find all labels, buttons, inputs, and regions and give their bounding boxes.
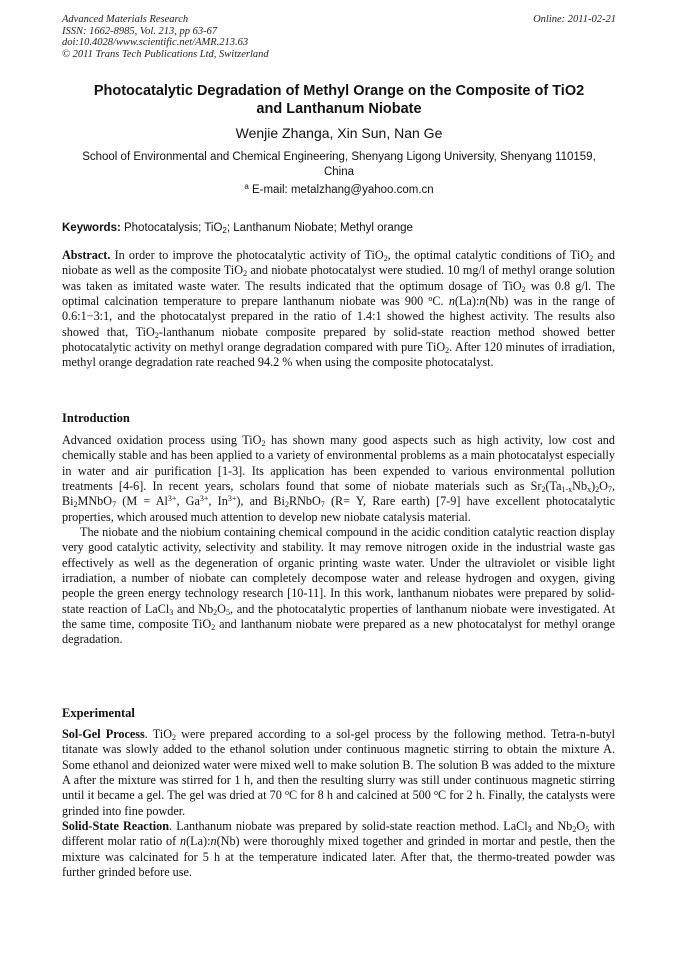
journal-name: Advanced Materials Research [62, 14, 189, 25]
abstract-label: Abstract. [62, 248, 111, 262]
doi-line: doi:10.4028/www.scientific.net/AMR.213.63 [62, 37, 249, 48]
online-date: Online: 2011-02-21 [533, 14, 616, 25]
journal-header [62, 14, 616, 60]
copyright-line: © 2011 Trans Tech Publications Ltd, Switzerland [62, 48, 269, 60]
email-line [40, 183, 638, 198]
title-line-1: Photocatalytic Degradation of Methyl Orange on the Composite of TiO2 [93, 83, 585, 99]
email-text: E-mail: metalzhang@yahoo.com.cn [251, 184, 434, 196]
keywords-label: Keywords: [62, 222, 121, 234]
issn-line: ISSN: 1662-8985, Vol. 213, pp 63-67 [62, 25, 218, 37]
experimental-body: Sol-Gel Process. TiO$_2$ were prepared according to a sol-gel process by the following method. Tetra-n-butyl titanate was slowly added to the ethanol solution under continuous magnetic stirring to obtain the mixture A. Some ethanol and deionized water were mixed well to make solution B. The solution B was added to the mixture A after the mixture was stirred for 1 h, and then the resulting slurry was still under continuous magnetic stirring until it became a gel. The gel was dried at 70 $^o$C for 8 h and calcined at 500 $^o$C for 2 h. Finally, the catalysts were grinded into fine powder. Solid-State Reaction. Lanthanum niobate was prepared by solid-state reaction method. LaCl$_3$ and $Nb_2O_5$ with different molar ratio of n(La):n(Nb) were thoroughly mixed together and grinded in mortar and pestle, then the mixture was calcinated for 5 h at the temperature indicated later. After that, the thermo-treated powder was further grinded before use. [62, 727, 615, 880]
affiliation: School of Environmental and Chemical Engineering, Shenyang Ligong University, Shenyang 110159, China [82, 151, 596, 178]
experimental-heading: Experimental [62, 706, 135, 720]
author-list: Wenjie Zhanga, Xin Sun, Nan Ge [235, 125, 443, 141]
solidstate-label: Solid-State Reaction [62, 819, 170, 834]
email-superscript: a [244, 182, 249, 191]
title-line-2: and Lanthanum Niobate [256, 101, 422, 117]
solgel-label: Sol-Gel Process [62, 727, 145, 741]
abstract: Abstract. In order to improve the photocatalytic activity of TiO$_2$, the optimal catalytic conditions of TiO$_2$ and niobate as well as the composite TiO$_2$ and niobate photocatalyst were studied. 10 mg/l of methyl orange solution was taken as imitated waste water. The results indicated that the optimum dosage of TiO$_2$ was 0.8 g/l. The optimal calcination temperature to prepare lanthanum niobate was 900 $^o$C. n(La):n(Nb) was in the range of 0.6:1−3:1, and the photocatalyst prepared in the ratio of 1.4:1 showed the highest activity. The results also showed that, TiO$_2$-lanthanum niobate composite prepared by solid-state reaction method showed better photocatalytic activity on methyl orange degradation compared with pure TiO$_2$. After 120 minutes of irradiation, methyl orange degradation rate reached 94.2 % when using the composite photocatalyst. [62, 248, 615, 370]
introduction-body: Advanced oxidation process using TiO$_2$ has shown many good aspects such as high activity, low cost and chemically stable and has been applied to a variety of environmental problems as a main photocatalyst especially in water and air purification [1-3]. Its application has been expended to various environmental pollution treatments [4-6]. In recent years, scholars found that some of niobate materials such as $Sr_2(Ta_{1-x}Nb_x)_2O_7$, $Bi_2MNbO_7$ ($M = Al^{3+}$, $Ga^{3+}$, $In^{3+}$), and $Bi_2RNbO_7$ (R= Y, Rare earth) [7-9] have excellent photocatalytic properties, which aroused much attention to develop new niobate catalysis material. The niobate and the niobium containing chemical compound in the acidic condition catalytic reaction display very good catalytic activity, selectivity and stability. It may remove nitrogen oxide in the industrial waste gas effectively as well as the degeneration of organic printing waste water. Under the ultraviolet or visible light irradiation, a number of niobate can completely decompose water and release hydrogen and oxygen, giving people the green energy technology research [10-11]. In this work, lanthanum niobates were prepared by solid-state reaction of LaCl$_3$ and $Nb_2O_5$, and the photocatalytic properties of lanthanum niobate were investigated. At the same time, composite TiO$_2$ and lanthanum niobate were prepared as a new photocatalyst for methyl orange degradation. [62, 433, 616, 647]
introduction-heading: Introduction [62, 411, 130, 425]
paper-title [40, 82, 638, 118]
keywords: Keywords: Photocatalysis; TiO$_2$; Lanthanum Niobate; Methyl orange [62, 222, 413, 235]
